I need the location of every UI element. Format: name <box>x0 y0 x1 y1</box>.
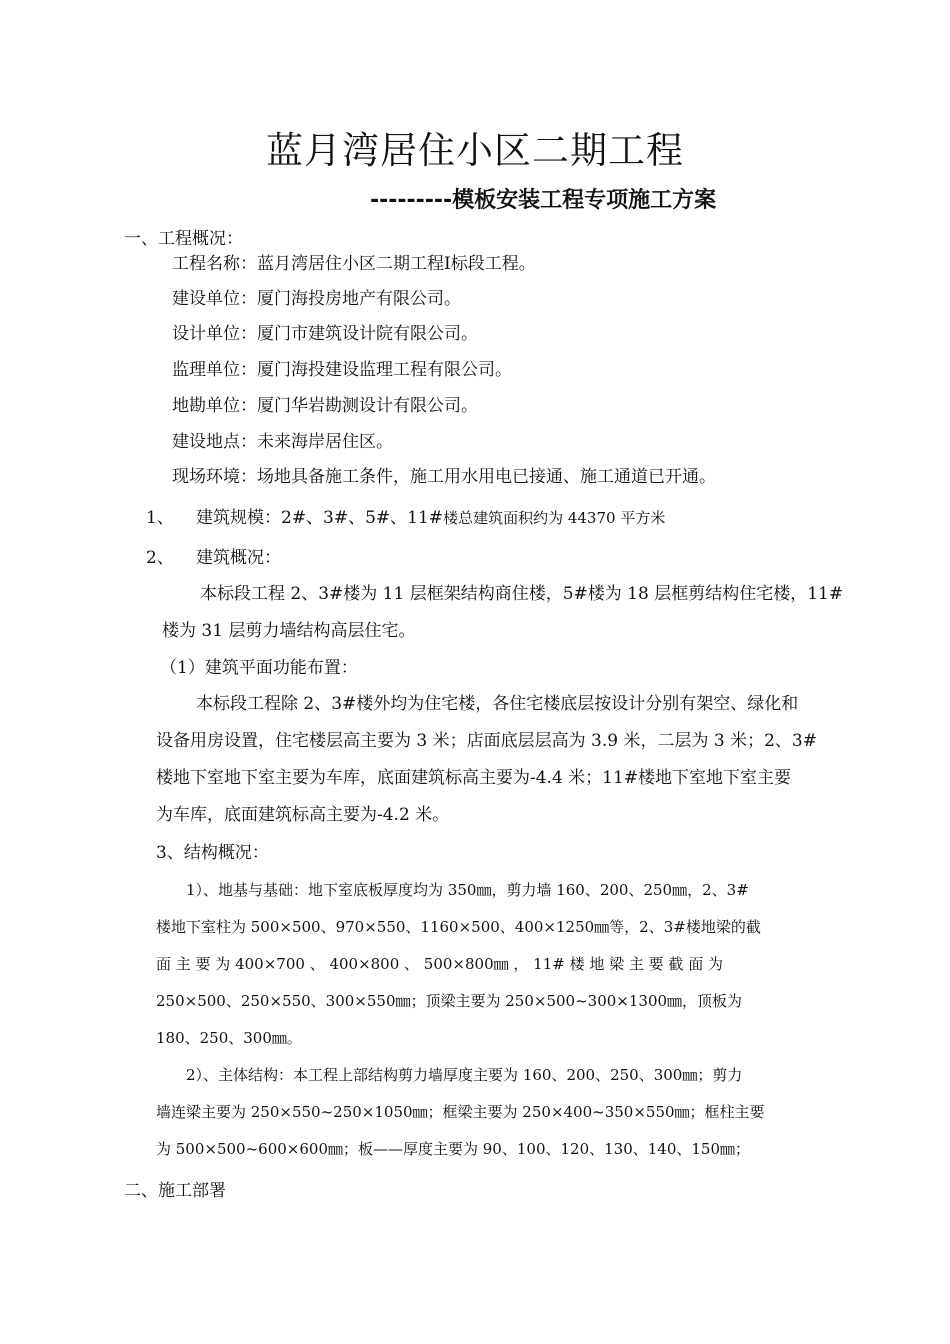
paragraph-3-line-2: 楼地下室柱为 500×500、970×550、1160×500、400×1250㎜等，2、3#楼地梁的截 <box>156 918 761 936</box>
item-1-text-a: 建筑规模：2#、3#、5#、11# <box>196 508 444 528</box>
construction-site: 建设地点：未来海岸居住区。 <box>172 432 393 452</box>
survey-unit: 地勘单位：厦门华岩勘测设计有限公司。 <box>172 396 478 416</box>
paragraph-1-line-1: 本标段工程 2、3#楼为 11 层框架结构商住楼，5#楼为 18 层框剪结构住宅楼，11# <box>200 584 844 604</box>
paragraph-1-line-2: 楼为 31 层剪力墙结构高层住宅。 <box>162 621 416 641</box>
paragraph-3-line-4: 250×500、250×550、300×550㎜；顶梁主要为 250×500~300×1300㎜，顶板为 <box>156 992 743 1010</box>
supervision-unit: 监理单位：厦门海投建设监理工程有限公司。 <box>172 360 512 380</box>
project-name: 工程名称：蓝月湾居住小区二期工程Ⅰ标段工程。 <box>172 254 536 274</box>
document-title: 蓝月湾居住小区二期工程 <box>266 129 684 172</box>
paragraph-2-line-3: 楼地下室地下室主要为车库，底面建筑标高主要为-4.4 米；11#楼地下室地下室主要 <box>156 768 792 788</box>
paragraph-2-line-2: 设备用房设置，住宅楼层高主要为 3 米；店面底层层高为 3.9 米，二层为 3 米；2、3# <box>156 731 817 751</box>
paragraph-4-line-2: 墙连梁主要为 250×550~250×1050㎜；框梁主要为 250×400~350×550㎜；框柱主要 <box>156 1103 765 1121</box>
item-2-text: 建筑概况： <box>196 548 281 568</box>
item-1-text-b: 楼总建筑面积约为 44370 平方米 <box>443 509 666 527</box>
item-1-text <box>196 507 665 529</box>
paragraph-3-line-3: 面 主 要 为 400×700 、 400×800 、 500×800㎜ ， 11# 楼 地 梁 主 要 截 面 为 <box>156 955 723 973</box>
paragraph-2-line-4: 为车库，底面建筑标高主要为-4.2 米。 <box>156 805 450 825</box>
subsection-1-heading: （1）建筑平面功能布置： <box>160 658 358 678</box>
construction-unit: 建设单位：厦门海投房地产有限公司。 <box>172 289 461 309</box>
section-heading-deployment: 二、施工部署 <box>124 1181 226 1201</box>
paragraph-3-line-5: 180、250、300㎜。 <box>156 1029 302 1047</box>
document-subtitle: ---------模板安装工程专项施工方案 <box>370 188 717 213</box>
item-1-number: 1、 <box>146 508 174 528</box>
section-heading-overview: 一、工程概况： <box>124 229 243 249</box>
paragraph-2-line-1: 本标段工程除 2、3#楼外均为住宅楼，各住宅楼底层按设计分别有架空、绿化和 <box>196 694 799 714</box>
paragraph-4-line-1: 2）、主体结构：本工程上部结构剪力墙厚度主要为 160、200、250、300㎜；剪力 <box>186 1066 743 1084</box>
design-unit: 设计单位：厦门市建筑设计院有限公司。 <box>172 324 478 344</box>
paragraph-4-line-3: 为 500×500~600×600㎜；板——厚度主要为 90、100、120、130、140、150㎜； <box>156 1140 751 1158</box>
paragraph-3-line-1: 1）、地基与基础：地下室底板厚度均为 350㎜，剪力墙 160、200、250㎜，2、3# <box>186 881 749 899</box>
item-2-number: 2、 <box>146 548 174 568</box>
site-environment: 现场环境：场地具备施工条件，施工用水用电已接通、施工通道已开通。 <box>172 467 716 487</box>
item-3-heading: 3、结构概况： <box>156 843 269 863</box>
